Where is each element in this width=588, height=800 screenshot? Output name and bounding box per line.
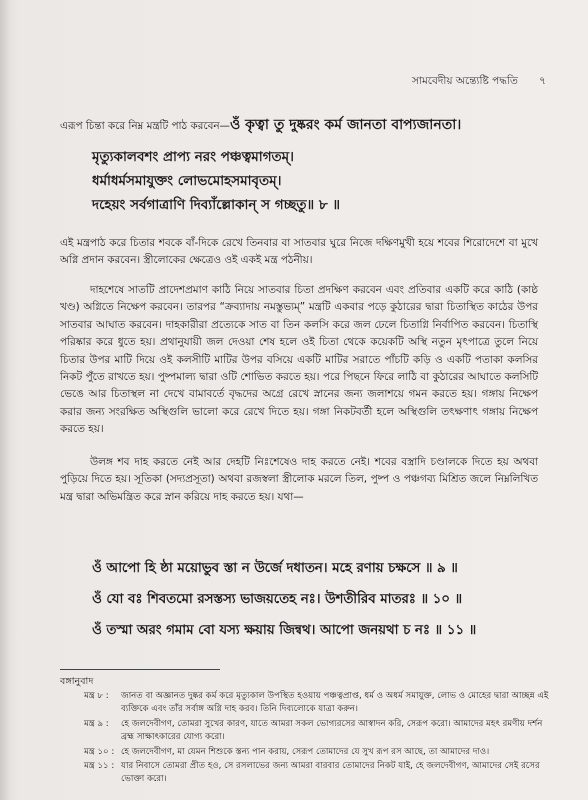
running-header <box>412 74 546 91</box>
footnote-divider <box>60 669 220 670</box>
paragraph-fire-offering: এই মন্ত্রপাঠ করে চিতার শবকে বাঁ-দিকে রেখে তিনবার বা সাতবার ঘুরে নিজে দক্ষিণমুখী হয়ে শবের শিরোদেশে বা মুখে অগ্নি প্রদান করবেন। স্ত্রীলোকের ক্ষেত্রেও ওই একই মন্ত্র পঠনীয়। <box>60 237 538 267</box>
mantra-10: ওঁ যো বঃ শিবতমো রসস্তস্য ভাজয়তেহ নঃ। উশতীরিব মাতরঃ ॥ ১০ ॥ <box>92 592 463 607</box>
lead-text: এরূপ চিন্তা করে নিম্ন মন্ত্রটি পাঠ করবেন— <box>60 120 230 132</box>
mantra-11: ওঁ তস্মা অরং গমাম বো যস্য ক্ষয়ায় জিন্বথ। আপো জনয়থা চ নঃ ॥ ১১ ॥ <box>92 623 477 638</box>
lead-paragraph <box>60 117 538 135</box>
verse-line-3: দহেয়ং সর্বগাত্রাণি দিব্যাঁল্লোকান্ স গচ্ছতু॥ ৮ ॥ <box>92 197 340 213</box>
footnote-label: মন্ত্র ১১ : <box>84 761 115 771</box>
page-number: ৭ <box>539 75 546 87</box>
footnote-item <box>84 760 550 786</box>
footnote-text: হে জলদেবীগণ, তোমরা সুখের কারণ, যাতে আমরা সকল ভোগ্যরসের আস্বাদন করি, সেরূপ করো। আমাদের মহৎ রমণীয় দর্শন ব্রহ্ম সাক্ষাৎকারের যোগ্য করো। <box>121 719 543 743</box>
footnote-text: জানত বা অজ্ঞানত দুষ্কর কর্ম করে মৃত্যুকাল উপস্থিত হওয়ায় পঞ্চত্বপ্রাপ্ত, ধর্ম ও অধর্ম সমাযুক্ত, লোভ ও মোহের দ্বারা আচ্ছন্ন এই ব্যক্তিকে এবং তাঁর সর্বাঙ্গ অগ্নি দাহ করব। তিনি দিব্যলোকে যাত্রা করুন। <box>121 691 549 715</box>
footnote-item <box>84 718 550 744</box>
page-gutter-shadow <box>0 0 10 800</box>
footnote-item <box>84 690 550 716</box>
header-title: সামবেদীয় অন্ত্যেষ্টি পদ্ধতি <box>411 75 518 87</box>
footnote-text: হে জলদেবীগণ, মা যেমন শিশুকে স্তন্য পান করায়, সেরূপ তোমাদের যে সুখ রূপ রস আছে, তা আমাদের দাও। <box>121 747 490 757</box>
footnote-label: মন্ত্র ৮ : <box>84 691 109 701</box>
paragraph-special-cases: উলঙ্গ শব দাহ করতে নেই আর দেহটি নিঃশেষেও দাহ করতে নেই। শবের বস্ত্রাদি চণ্ডালকে দিতে হয় অথবা পুড়িয়ে দিতে হয়। সূতিকা (সদ্যপ্রসূতা) অথবা রজস্বলা স্ত্রীলোক মরলে তিল, পুষ্প ও পঞ্চগব্য মিশ্রিত জলে নিম্নলিখিত মন্ত্র দ্বারা অভিমন্ত্রিত করে স্নান করিয়ে দাহ করতে হয়। যথা— <box>60 456 538 503</box>
lead-mantra: ওঁ কৃত্বা তু দুষ্করং কর্ম জানতা বাপ্যজানতা। <box>229 117 462 133</box>
footnote-heading: বঙ্গানুবাদ <box>60 676 94 687</box>
paragraph-after-cremation: দাহশেষে সাতটি প্রাদেশপ্রমাণ কাঠি নিয়ে সাতবার চিতা প্রদক্ষিণ করবেন এবং প্রতিবার একটি করে কাঠি (কাষ্ঠ খণ্ড) অগ্নিতে নিক্ষেপ করবেন। তারপর “ক্রব্যাদায় নমস্তুভ্যম্” মন্ত্রটি একবার পড়ে কুঠারের দ্বারা চিতাস্থিত কাঠের উপর সাতবার আঘাত করবেন। দাহকারীরা প্রত্যেকে সাত বা তিন কলসি করে জল ঢেলে চিতাগ্নি নির্বাপিত করবেন। চিতাস্থি পরিষ্কার করে ধুতে হয়। প্রথানুযায়ী জল দেওয়া শেষ হলে ওই চিতা থেকে কয়েকটি অস্থি নতুন মৃৎপাত্রে তুলে নিয়ে চিতার উপর মাটি দিয়ে ওই কলসীটি মাটির উপর বসিয়ে একটি মাটির সরাতে পাঁচটি কড়ি ও একটি পতাকা কলসির নিকট পুঁতে রাখতে হয়। পুষ্পমাল্য দ্বারা ওটি শোভিত করতে হয়। পরে পিছনে ফিরে লাঠি বা কুঠারের আঘাতে কলসিটি ভেঙে আর চিতাস্থল না দেখে বামাবর্তে বৃদ্ধদের অগ্রে রেখে স্নানের জন্য জলাশয়ে গমন করতে হয়। গঙ্গায় নিক্ষেপ করার জন্য সংরক্ষিত অস্থিগুলি ভালো করে রেখে দিতে হয়। গঙ্গা নিকটবর্তী হলে অস্থিগুলি তৎক্ষণাৎ গঙ্গায় নিক্ষেপ করতে হয়। <box>60 284 538 436</box>
footnote-item <box>84 746 550 759</box>
footnote-label: মন্ত্র ১০ : <box>84 747 115 757</box>
footnote-text: যার নিবাসে তোমরা প্রীত হও, সে রসলাভের জন্য আমরা বারবার তোমাদের নিকট যাই, হে জলদেবীগণ, আমাদের সেই রসের ভোক্তা করো। <box>121 761 540 785</box>
verse-line-2: ধর্মাধর্মসমাযুক্তং লোভমোহসমাবৃতম্। <box>92 173 282 189</box>
footnote-label: মন্ত্র ৯ : <box>84 719 109 729</box>
mantra-9: ওঁ আপো হি ষ্ঠা ময়োভুব স্তা ন উর্জে দধাতন। মহে রণায় চক্ষসে ॥ ৯ ॥ <box>92 561 458 576</box>
verse-line-1: মৃত্যুকালবশং প্রাপ্য নরং পঞ্চত্বমাগতম্। <box>92 149 295 165</box>
